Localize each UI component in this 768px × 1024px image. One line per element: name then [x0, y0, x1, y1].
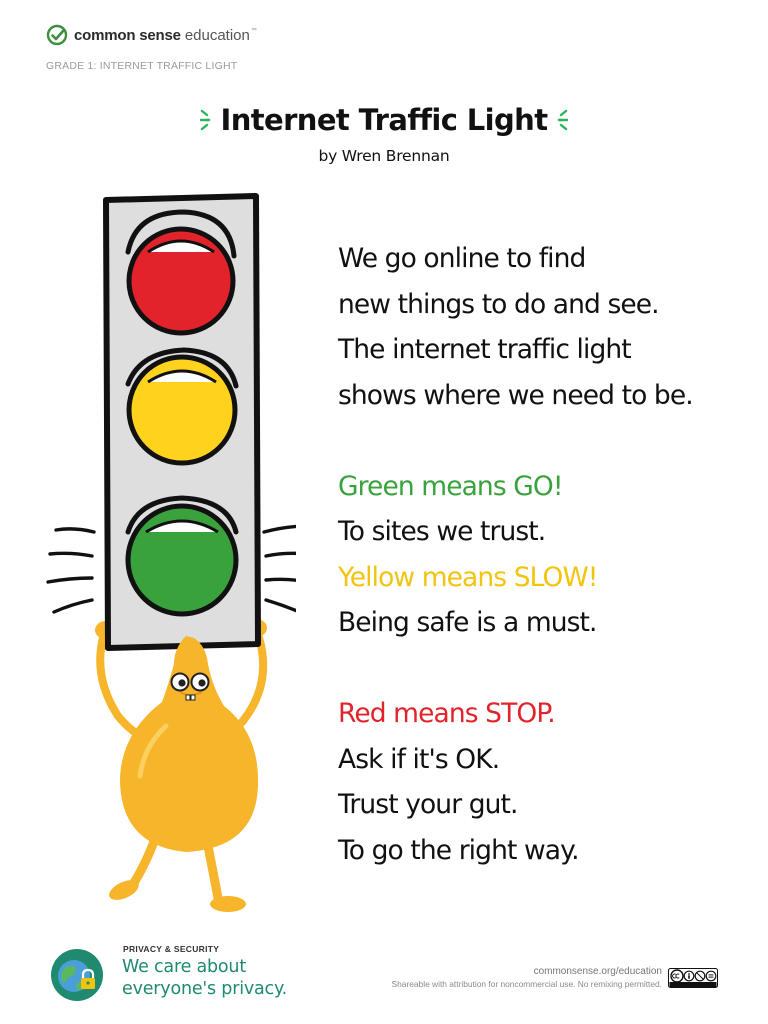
poem-line: new things to do and see. — [338, 288, 659, 320]
author-byline: by Wren Brennan — [318, 147, 450, 165]
license-text: Shareable with attribution for noncommercial use. No remixing permitted. — [391, 979, 662, 989]
poem-line: Being safe is a must. — [338, 607, 597, 638]
poem-line: Trust your gut. — [338, 789, 518, 820]
poem — [338, 236, 748, 873]
brand-trademark: ™ — [250, 28, 257, 34]
brand-logo — [46, 24, 257, 46]
poem-line: We go online to find — [338, 243, 586, 274]
privacy-line: We care about — [122, 957, 246, 977]
privacy-line: everyone's privacy. — [122, 979, 287, 999]
motion-lines-right — [264, 526, 296, 614]
motion-lines-left — [48, 529, 94, 612]
poem-line: Ask if it's OK. — [338, 743, 500, 775]
privacy-kicker: PRIVACY & SECURITY — [123, 944, 220, 954]
check-circle-icon — [46, 24, 68, 46]
stanza-break — [338, 646, 748, 692]
cc-by-nc-nd-icon — [668, 968, 718, 988]
poem-line-yellow: Yellow means SLOW! — [338, 561, 598, 593]
poem-line-green: Green means GO! — [338, 470, 563, 502]
poem-line: The internet traffic light — [338, 334, 631, 365]
globe-lock-icon — [50, 948, 104, 1002]
poem-line: To sites we trust. — [338, 516, 546, 547]
brand-suffix: education — [184, 26, 250, 44]
character-body — [120, 636, 258, 852]
privacy-tagline — [122, 956, 287, 1000]
stanza-break — [338, 418, 748, 464]
brand-name: common sense — [74, 26, 181, 44]
grade-label: GRADE 1: INTERNET TRAFFIC LIGHT — [46, 60, 238, 72]
footer-url: commonsense.org/education — [533, 966, 662, 977]
page-title: Internet Traffic Light — [220, 103, 548, 137]
traffic-light-illustration — [36, 186, 296, 926]
title-row — [0, 100, 768, 140]
sparkle-icon — [553, 105, 569, 135]
poem-line: shows where we need to be. — [338, 379, 693, 411]
character-feet — [106, 876, 246, 912]
poem-line-red: Red means STOP. — [338, 698, 555, 729]
sparkle-icon — [199, 105, 215, 135]
poem-line: To go the right way. — [338, 834, 579, 866]
